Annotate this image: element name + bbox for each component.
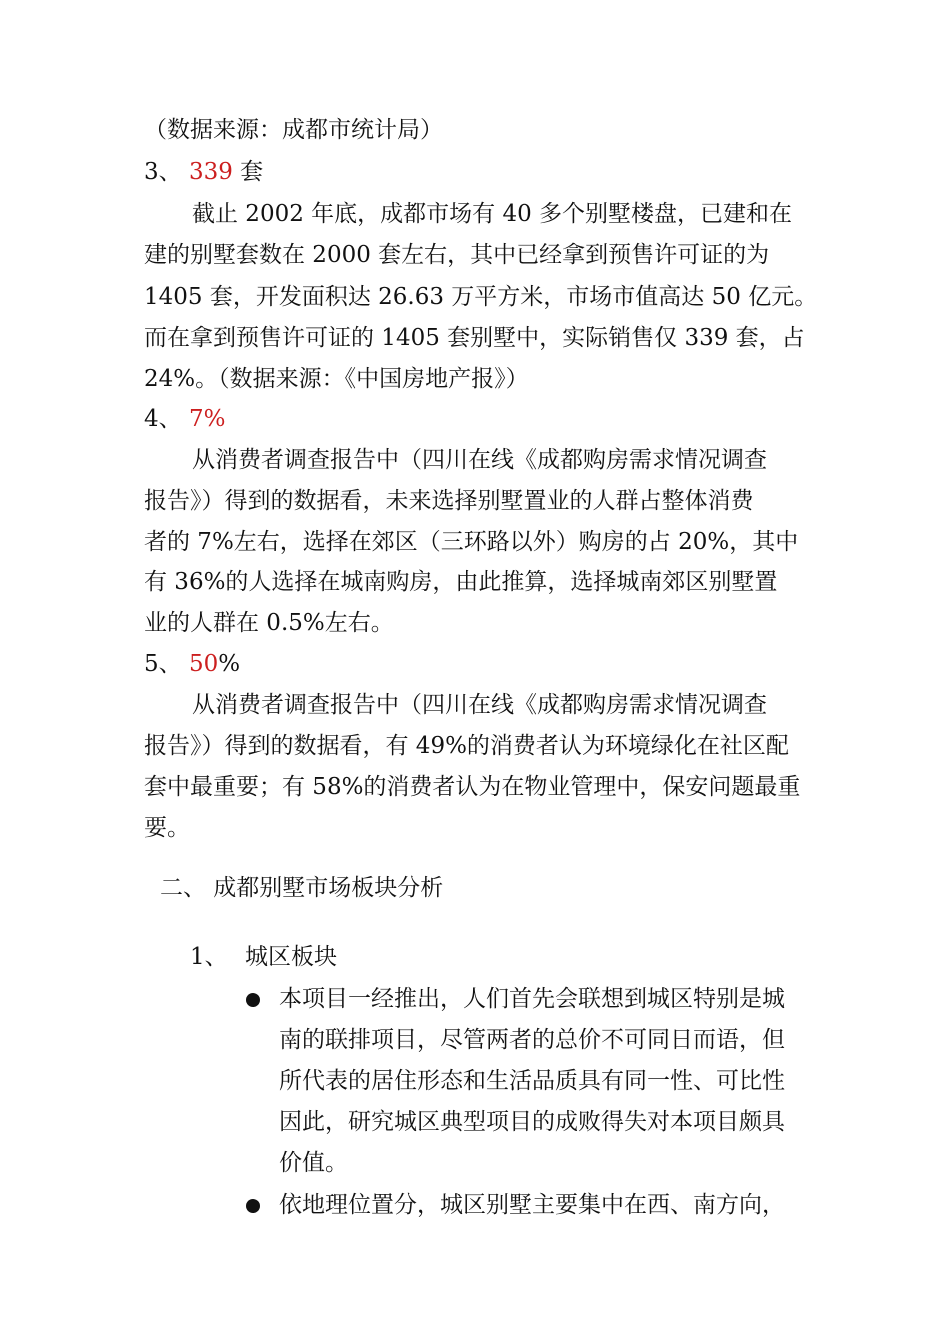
paragraph-line: 报告》）得到的数据看，未来选择别墅置业的人群占整体消费 — [144, 488, 754, 514]
item-number: 4、 — [144, 406, 189, 432]
subsection-title: 城区板块 — [245, 944, 337, 970]
item-suffix: 套 — [232, 159, 264, 185]
paragraph-line: 者的 7%左右，选择在郊区（三环路以外）购房的占 20%，其中 — [144, 529, 799, 555]
item-number: 3、 — [144, 159, 189, 185]
bullet-line: 依地理位置分，城区别墅主要集中在西、南方向， — [279, 1192, 785, 1218]
paragraph-line: 从消费者调查报告中（四川在线《成都购房需求情况调查 — [192, 692, 767, 718]
paragraph-line: 24%。（数据来源：《中国房地产报》） — [144, 366, 529, 392]
item-3-heading — [144, 157, 808, 187]
highlight-value: 50 — [188, 651, 219, 677]
paragraph-line: 从消费者调查报告中（四川在线《成都购房需求情况调查 — [192, 447, 767, 473]
item-number: 5、 — [144, 651, 189, 677]
highlight-value: 339 — [188, 159, 233, 185]
bullet-line: 本项目一经推出，人们首先会联想到城区特别是城 — [279, 986, 785, 1012]
bullet-icon — [246, 993, 260, 1007]
paragraph-line: 要。 — [144, 815, 190, 841]
source-note-1: （数据来源：成都市统计局） — [144, 117, 443, 143]
subsection-number: 1、 — [190, 944, 228, 970]
paragraph-line: 而在拿到预售许可证的 1405 套别墅中，实际销售仅 339 套，占 — [144, 325, 805, 351]
bullet-line: 价值。 — [279, 1150, 348, 1176]
item-4-heading — [144, 404, 808, 434]
paragraph-line: 报告》）得到的数据看，有 49%的消费者认为环境绿化在社区配 — [144, 733, 789, 759]
paragraph-line: 建的别墅套数在 2000 套左右，其中已经拿到预售许可证的为 — [144, 242, 770, 268]
section-heading: 二、 成都别墅市场板块分析 — [160, 875, 444, 901]
bullet-line: 所代表的居住形态和生活品质具有同一性、可比性 — [279, 1068, 785, 1094]
bullet-line: 因此，研究城区典型项目的成败得失对本项目颇具 — [279, 1109, 785, 1135]
paragraph-line: 1405 套，开发面积达 26.63 万平方米，市场市值高达 50 亿元。 — [144, 284, 818, 310]
paragraph-line: 截止 2002 年底，成都市场有 40 多个别墅楼盘，已建和在 — [192, 201, 793, 227]
item-suffix: % — [218, 651, 241, 677]
item-5-heading — [144, 649, 808, 679]
bullet-line: 南的联排项目，尽管两者的总价不可同日而语，但 — [279, 1027, 785, 1053]
bullet-icon — [246, 1199, 260, 1213]
paragraph-line: 有 36%的人选择在城南购房，由此推算，选择城南郊区别墅置 — [144, 569, 778, 595]
paragraph-line: 套中最重要；有 58%的消费者认为在物业管理中，保安问题最重 — [144, 774, 801, 800]
highlight-value: 7% — [188, 406, 226, 432]
paragraph-line: 业的人群在 0.5%左右。 — [144, 610, 394, 636]
